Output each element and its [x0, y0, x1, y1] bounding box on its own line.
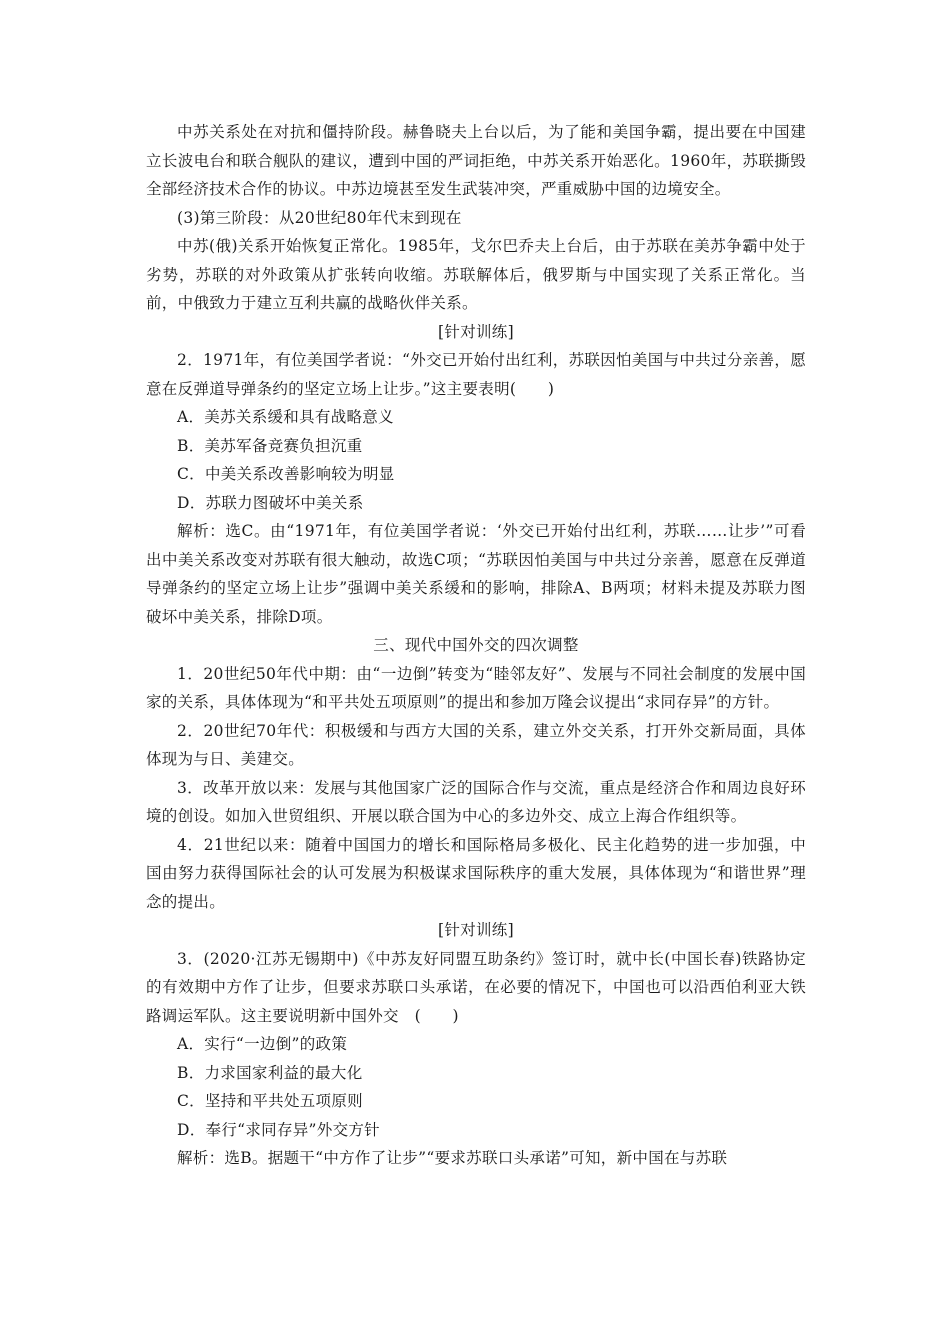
section-label-training-2: [针对训练]: [438, 921, 514, 939]
paragraph-normalization: 中苏(俄)关系开始恢复正常化。1985年，戈尔巴乔夫上台后，由于苏联在美苏争霸中处于劣势，苏联的对外政策从扩张转向收缩。苏联解体后，俄罗斯与中国实现了关系正常化。当前，中俄致力于建立互利共赢的战略伙伴关系。: [146, 237, 806, 312]
adjustment-1: 1．20世纪50年代中期：由“一边倒”转变为“睦邻友好”、发展与不同社会制度的发展中国家的关系，具体体现为“和平共处五项原则”的提出和参加万隆会议提出“求同存异”的方针。: [146, 664, 806, 711]
paragraph-sino-soviet-confrontation: 中苏关系处在对抗和僵持阶段。赫鲁晓夫上台以后，为了能和美国争霸，提出要在中国建立长波电台和联合舰队的建议，遭到中国的严词拒绝，中苏关系开始恶化。1960年，苏联撕毁全部经济技术合作的协议。中苏边境甚至发生武装冲突，严重威胁中国的边境安全。: [146, 123, 806, 198]
question-3-solution: 解析：选B。据题干“中方作了让步”“要求苏联口头承诺”可知，新中国在与苏联: [177, 1149, 728, 1167]
adjustment-3: 3．改革开放以来：发展与其他国家广泛的国际合作与交流，重点是经济合作和周边良好环境的创设。如加入世贸组织、开展以联合国为中心的多边外交、成立上海合作组织等。: [146, 778, 806, 825]
paragraph-third-stage-heading: (3)第三阶段：从20世纪80年代末到现在: [177, 208, 462, 227]
question-3: 3．(2020·江苏无锡期中)《中苏友好同盟互助条约》签订时，就中长(中国长春)铁路协定的有效期中方作了让步，但要求苏联口头承诺，在必要的情况下，中国也可以沿西伯利亚大铁路调运军队。这主要说明新中国外交 ( ): [146, 949, 806, 1025]
question-2-option-c: C．中美关系改善影响较为明显: [177, 465, 395, 483]
document-body: [146, 118, 806, 1173]
adjustment-2: 2．20世纪70年代：积极缓和与西方大国的关系，建立外交关系，打开外交新局面，具体体现为与日、美建交。: [146, 721, 806, 768]
question-3-option-b: B．力求国家利益的最大化: [177, 1063, 363, 1082]
question-3-option-a: A．实行“一边倒”的政策: [177, 1035, 348, 1053]
adjustment-4: 4．21世纪以来：随着中国国力的增长和国际格局多极化、民主化趋势的进一步加强，中国由努力获得国际社会的认可发展为积极谋求国际秩序的重大发展，具体体现为“和谐世界”理念的提出。: [146, 835, 806, 911]
question-3-option-d: D．奉行“求同存异”外交方针: [177, 1120, 380, 1139]
section-heading-four-adjustments: 三、现代中国外交的四次调整: [373, 636, 579, 654]
question-2-option-b: B．美苏军备竞赛负担沉重: [177, 436, 363, 455]
question-2-option-a: A．美苏关系缓和具有战略意义: [177, 408, 394, 426]
question-2-option-d: D．苏联力图破坏中美关系: [177, 493, 364, 512]
question-2: 2．1971年，有位美国学者说：“外交已开始付出红利，苏联因怕美国与中共过分亲善，愿意在反弹道导弹条约的坚定立场上让步。”这主要表明( ): [146, 351, 806, 398]
question-2-solution: 解析：选C。由“1971年，有位美国学者说：‘外交已开始付出红利，苏联……让步’”可看出中美关系改变对苏联有很大触动，故选C项；“苏联因怕美国与中共过分亲善，愿意在反弹道导弹条约的坚定立场上让步”强调中美关系缓和的影响，排除A、B两项；材料未提及苏联力图破坏中美关系，排除D项。: [146, 522, 806, 626]
question-3-option-c: C．坚持和平共处五项原则: [177, 1092, 363, 1110]
section-label-training-1: [针对训练]: [438, 322, 514, 341]
